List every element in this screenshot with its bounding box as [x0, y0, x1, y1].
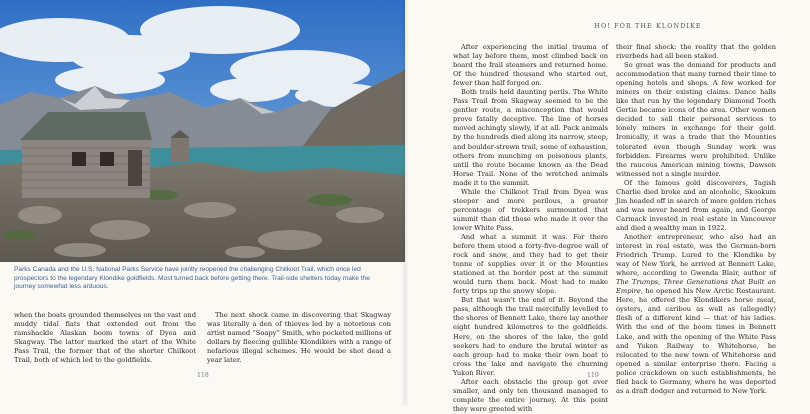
- paragraph: The next shock came in discovering that Skagway was literally a den of thieves led by a notorious con artist named “Soapy” Smith, who pocketed millions of dollars by fleecing gullible Klondikers with a range of nefarious illegal schemes. He would be shot dead a year later.: [207, 311, 391, 365]
- paragraph: Of the famous gold discoverers, Tagish Charlie died broke and an alcoholic, Skookum Jim headed off in search of more golden riches and was never heard from again, and George Carmack invested in real estate in Vancouver and died a wealthy man in 1922.: [616, 178, 776, 232]
- paragraph: when the boats grounded themselves on the vast and muddy tidal flats that extended out from the ramshackle Alaskan boom towns of Dyea and Skagway. The latter marked the start of the White Pass Trail, the former that of the shorter Chilkoot Trail, both of which led to the goldfields.: [14, 311, 196, 365]
- paragraph-text: Another entrepreneur, who also had an interest in real estate, was the German-born Friedrich Trump. Lured to the Klondike by way of New York, he arrived at Bennett Lake, where, according to Gwenda Blair, author of: [616, 232, 776, 278]
- paragraph: After experiencing the initial trauma of what lay before them, most climbed back on board the frail steamers and returned home. Of the hundred thousand who started out, fewer than half forged on.: [453, 43, 608, 88]
- page-number-right: 119: [587, 372, 599, 379]
- paragraph: While the Chilkoot Trail from Dyea was steeper and more perilous, a greater percentage of trekkers surmounted that summit than did those who made it over the lower White Pass.: [453, 187, 608, 232]
- book-gutter: [401, 0, 409, 405]
- running-head: HO! FOR THE KLONDIKE: [594, 22, 702, 30]
- photo-caption: Parks Canada and the U.S. National Parks Service have jointly reopened the challenging Chilkoot Trail, which once led prospectors to the legendary Klondike goldfields. Most turned back before getting there. Trail-side shelters today make the journey somewhat less arduous.: [14, 266, 370, 290]
- paragraph: So great was the demand for products and accommodation that many turned their time to opening hotels and shops. A few worked for miners on their existing claims. Dance halls like that run by the legendary Diamond Tooth Gertie became icons of the area. Other women decided to sell their personal services to lonely miners in exchange for their gold. Ironically, it was a trade that the Mounties tolerated even though Sunday work was forbidden. Firearms were prohibited. Unlike the raucous American mining towns, Dawson witnessed not a single murder.: [616, 61, 776, 178]
- right-page-column-2: [616, 43, 776, 396]
- left-page-column-2: [207, 311, 391, 365]
- left-page: [0, 0, 405, 405]
- right-page-column-1: [453, 43, 608, 414]
- paragraph: [616, 233, 776, 396]
- paragraph: And what a summit it was. For there before them stood a forty-five-degree wall of rock and snow, and they had to get their tonne of supplies over it or the Mounties stationed at the border post at the summit would turn them back. Most had to make forty trips up the snowy slope.: [453, 232, 608, 296]
- paragraph: their final shock: the reality that the golden riverbeds had all been staked.: [616, 43, 776, 61]
- trail-shelter-photo: [0, 0, 405, 262]
- paragraph: Both trails held daunting perils. The White Pass Trail from Skagway seemed to be the gentler route, a misconception that would prove fatally deceptive. The line of horses moved achingly slowly, if at all. Pack animals by the hundreds died along its narrow, steep, and boulder-strewn trail, some of exhaustion, others from munching on poisonous plants, until the route became known as the Dead Horse Trail. None of the wretched animals made it to the summit.: [453, 88, 608, 187]
- paragraph-text: , he opened his New Arctic Restaurant. Here, he offered the Klondikers horse meat, oysters, and caribou as well as (allegedly) flesh of a different kind — that of his ladies. With the end of the boom times in Bennett Lake, and with the opening of the White Pass and Yukon Railway to Whitehorse, he relocated to the new town of Whitehorse and opened a similar enterprise there. Facing a police crackdown on such establishments, he fled back to Germany, where he was deported as a draft dodger and returned to New York.: [616, 287, 776, 395]
- mountain-landscape-photo-icon: [0, 0, 405, 262]
- left-page-column-1: [14, 311, 196, 365]
- cabin-icon: [20, 112, 152, 198]
- page-number-left: 118: [197, 372, 209, 379]
- paragraph: After each obstacle the group got ever smaller, and only ten thousand managed to complete the entire journey. At this point they were greeted with: [453, 377, 608, 413]
- paragraph: But that wasn't the end of it. Beyond the pass, although the trail mercifully levelled to the shores of Bennett Lake, there lay another eight hundred kilometres to the goldfields. Here, on the shores of the lake, the gold seekers had to endure the brutal winter as each group had to make their own boat to cross the lake and navigate the churning Yukon River.: [453, 296, 608, 377]
- book-title: The Trumps, Three Generations that Built an Empire: [616, 278, 776, 296]
